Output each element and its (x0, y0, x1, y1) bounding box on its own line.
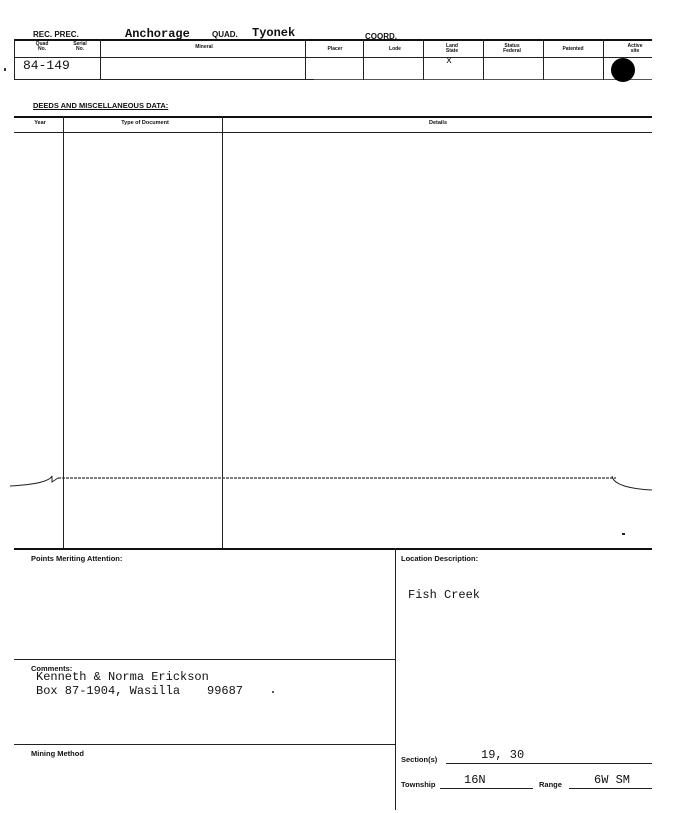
col-header-active-site: Active site (627, 43, 643, 54)
col-header-patented: Patented (562, 46, 584, 52)
mining-method-label: Mining Method (31, 749, 84, 758)
range-underline (569, 788, 652, 789)
quad-label: QUAD. (212, 30, 238, 39)
location-description-value: Fish Creek (408, 588, 481, 602)
claims-col-divider-5 (483, 39, 484, 80)
deeds-header-type: Type of Document (121, 120, 169, 126)
col-header-land-state: Land State (445, 43, 459, 54)
claims-table-top-rule (14, 39, 652, 41)
coord-label: COORD. (365, 32, 397, 41)
township-underline (440, 788, 533, 789)
page-fold-seam (0, 470, 678, 500)
location-description-label: Location Description: (401, 554, 479, 563)
deeds-table-header-rule (14, 132, 652, 133)
deeds-table-top-rule (14, 116, 652, 118)
sections-label: Section(s) (401, 755, 438, 764)
quad-serial-number: 84-149 (23, 58, 70, 73)
points-meriting-attention-label: Points Meriting Attention: (31, 554, 123, 563)
comments-label: Comments: (31, 664, 73, 673)
rec-prec-label: REC. PREC. (33, 30, 79, 39)
scan-speck (272, 691, 274, 693)
col-header-mineral: Mineral (195, 44, 213, 50)
comments-zip: 99687 (207, 684, 244, 698)
bottom-section-top-rule (14, 548, 652, 550)
land-state-mark: x (446, 56, 453, 67)
claims-col-edge-left (14, 39, 15, 80)
col-header-serial-no: Serial No. (73, 41, 87, 52)
scan-speck (622, 533, 625, 535)
range-value: 6W SM (594, 773, 631, 787)
scan-speck (4, 68, 6, 71)
sections-value: 19, 30 (481, 748, 525, 762)
township-label: Township (401, 780, 436, 789)
col-header-placer: Placer (327, 46, 343, 52)
mining-method-top-rule (14, 744, 395, 745)
deeds-header-year: Year (34, 120, 46, 126)
comments-top-rule (14, 659, 395, 660)
claims-table-header-rule (14, 57, 652, 58)
claims-col-divider-7 (603, 39, 604, 80)
comments-line-1: Kenneth & Norma Erickson (36, 670, 209, 684)
active-site-dot (611, 58, 635, 82)
claims-col-divider-2 (305, 39, 306, 80)
quad-value: Tyonek (252, 26, 296, 40)
bottom-section-center-divider (395, 548, 396, 810)
comments-line-2: Box 87-1904, Wasilla (36, 684, 181, 698)
col-header-lode: Lode (389, 46, 401, 52)
claims-table-bottom-rule-left (14, 79, 314, 80)
claims-col-divider-3 (363, 39, 364, 80)
sections-underline (446, 763, 652, 764)
township-value: 16N (464, 773, 486, 787)
claims-col-divider-4 (423, 39, 424, 80)
deeds-section-title: DEEDS AND MISCELLANEOUS DATA: (33, 101, 169, 110)
range-label: Range (539, 780, 562, 789)
col-header-quad-no: Quad No. (35, 41, 49, 52)
claims-col-divider-1 (100, 39, 101, 80)
deeds-header-details: Details (428, 120, 448, 126)
col-header-status-federal: Status Federal (503, 43, 521, 54)
claims-col-divider-6 (543, 39, 544, 80)
rec-prec-value: Anchorage (125, 27, 190, 41)
